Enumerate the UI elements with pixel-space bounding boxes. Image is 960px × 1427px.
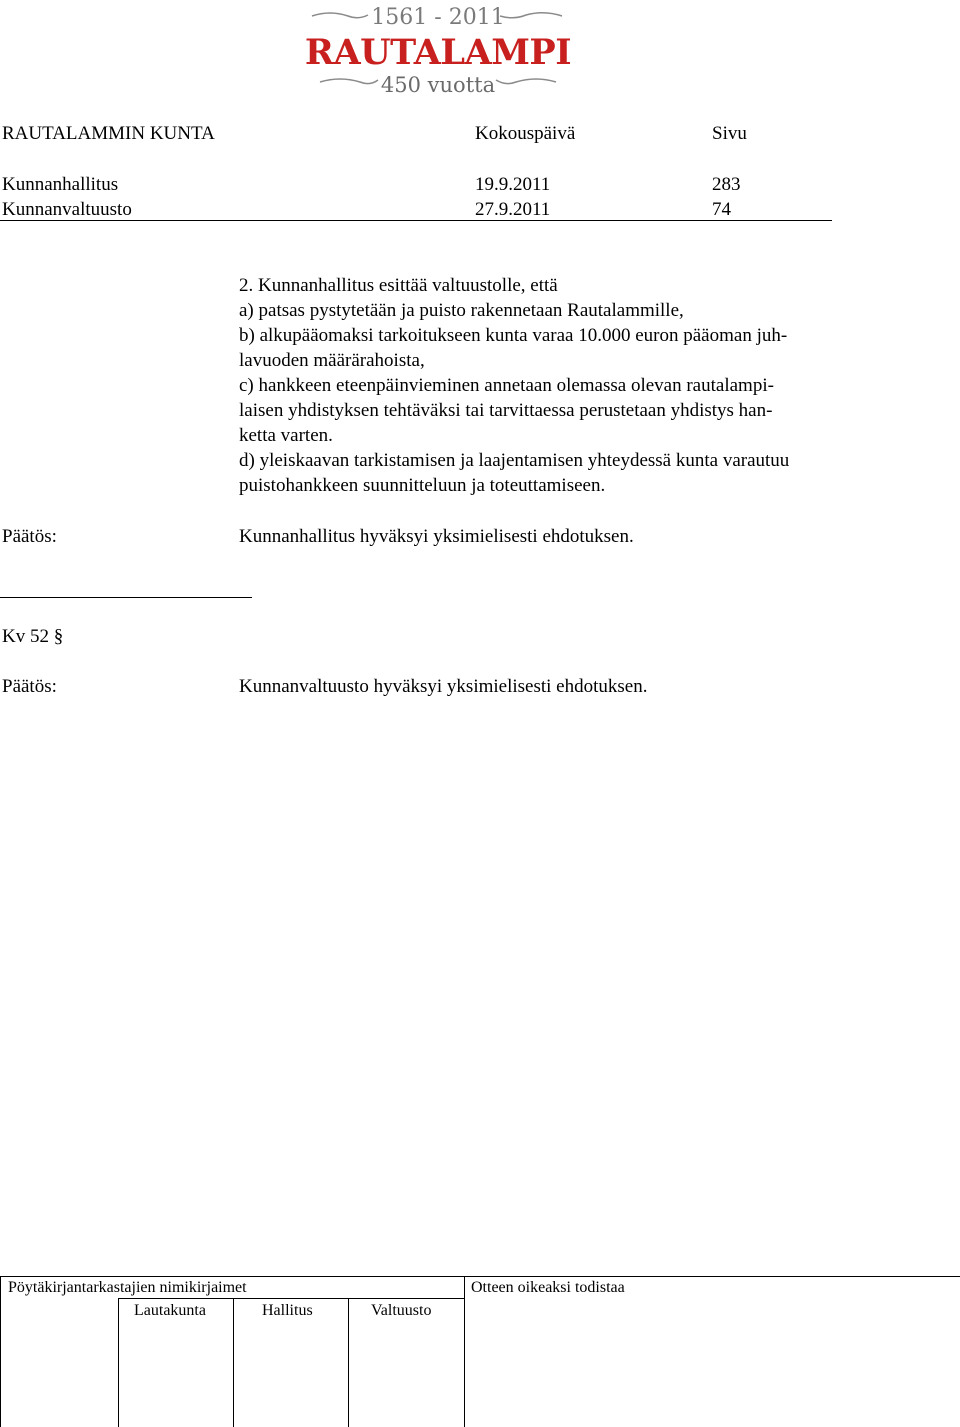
proposal-line: ketta varten.: [239, 425, 333, 446]
header-body-2: Kunnanvaltuusto: [2, 199, 132, 220]
column-lautakunta: Lautakunta: [134, 1302, 206, 1319]
table-col-divider: [118, 1298, 119, 1427]
decision-label: Päätös:: [2, 526, 57, 547]
table-top-border: [0, 1276, 960, 1277]
proposal-line: a) patsas pystytetään ja puisto rakennetaan Rautalammille,: [239, 300, 684, 321]
municipality-logo: [300, 0, 580, 100]
table-left-border: [0, 1276, 1, 1427]
decision-label: Päätös:: [2, 676, 57, 697]
table-col-divider: [348, 1298, 349, 1427]
signature-table: [0, 1276, 960, 1427]
decision-text: Kunnanvaltuusto hyväksyi yksimielisesti ehdotuksen.: [239, 676, 648, 697]
page-column-label: Sivu: [712, 123, 747, 144]
header-page-2: 74: [712, 199, 731, 220]
section-divider: [0, 597, 252, 598]
header-underline: [0, 220, 832, 221]
proposal-line: laisen yhdistyksen tehtäväksi tai tarvittaessa perustetaan yhdistys han-: [239, 400, 773, 421]
certified-label: Otteen oikeaksi todistaa: [471, 1279, 625, 1296]
logo-tagline: 450 vuotta: [380, 73, 496, 97]
date-column-label: Kokouspäivä: [475, 123, 576, 144]
table-sub-border: [118, 1298, 464, 1299]
header-page-1: 283: [712, 174, 741, 195]
section-title: Kv 52 §: [2, 626, 64, 647]
column-valtuusto: Valtuusto: [371, 1302, 432, 1319]
proposal-line: d) yleiskaavan tarkistamisen ja laajentamisen yhteydessä kunta varautuu: [239, 450, 790, 471]
proposal-line: puistohankkeen suunnitteluun ja toteuttamiseen.: [239, 475, 606, 496]
table-divider: [464, 1276, 465, 1427]
signatures-title: Pöytäkirjantarkastajien nimikirjaimet: [8, 1279, 247, 1296]
proposal-line: b) alkupääomaksi tarkoitukseen kunta varaa 10.000 euron pääoman juh-: [239, 325, 788, 346]
column-hallitus: Hallitus: [262, 1302, 313, 1319]
proposal-line: c) hankkeen eteenpäinvieminen annetaan olemassa olevan rautalampi-: [239, 375, 774, 396]
header-body-1: Kunnanhallitus: [2, 174, 119, 195]
logo-graphic: [300, 0, 580, 100]
proposal-line: 2. Kunnanhallitus esittää valtuustolle, että: [239, 275, 558, 296]
header-date-1: 19.9.2011: [475, 174, 551, 195]
proposal-line: lavuoden määrärahoista,: [239, 350, 425, 371]
logo-years: 1561 - 2011: [371, 5, 505, 30]
org-name: RAUTALAMMIN KUNTA: [2, 123, 215, 144]
header-date-2: 27.9.2011: [475, 199, 551, 220]
logo-name: RAUTALAMPI: [304, 32, 572, 73]
table-col-divider: [233, 1298, 234, 1427]
decision-text: Kunnanhallitus hyväksyi yksimielisesti ehdotuksen.: [239, 526, 634, 547]
